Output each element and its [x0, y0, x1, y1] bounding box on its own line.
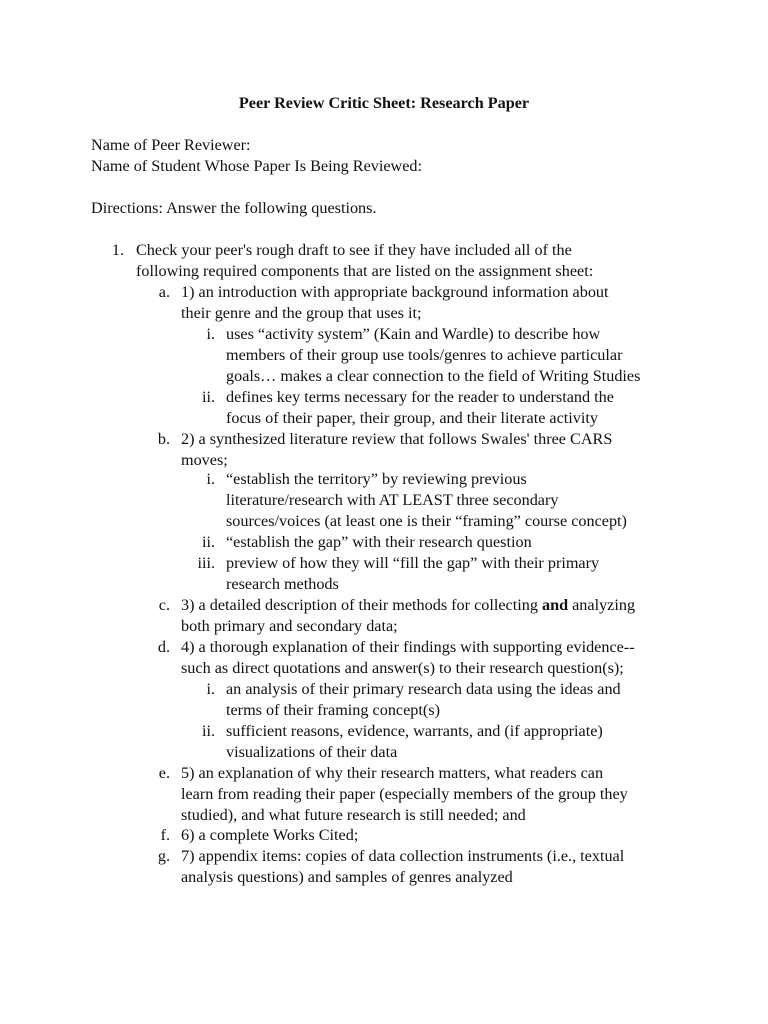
page-title: Peer Review Critic Sheet: Research Paper: [238, 94, 530, 112]
sub-list-item-text: sufficient reasons, evidence, warrants, and (if appropriate): [226, 722, 603, 740]
sub-list-item-text: “establish the gap” with their research question: [226, 533, 532, 551]
sub-list-item-text: defines key terms necessary for the reader to understand the: [226, 388, 614, 406]
question-1-line: Check your peer's rough draft to see if they have included all of the: [136, 241, 572, 259]
list-item-text: 4) a thorough explanation of their findings with supporting evidence--: [181, 638, 635, 656]
list-item-text: 1) an introduction with appropriate background information about: [181, 283, 609, 301]
sub-list-item-text: uses “activity system” (Kain and Wardle) to describe how: [226, 325, 601, 343]
list-item-text-segment: analyzing: [568, 596, 636, 614]
question-number: 1.: [111, 241, 124, 259]
list-item-text: analysis questions) and samples of genres analyzed: [181, 868, 513, 886]
sub-list-marker: i.: [206, 325, 215, 343]
list-item-text: learn from reading their paper (especially members of the group they: [181, 785, 628, 803]
student-name-label: Name of Student Whose Paper Is Being Reviewed:: [91, 157, 423, 175]
sub-list-marker: iii.: [197, 554, 215, 572]
list-item-text-segment: 3) a detailed description of their methods for collecting: [181, 596, 542, 614]
sub-list-marker: ii.: [201, 533, 215, 551]
list-marker: e.: [158, 764, 170, 782]
sub-list-item-text: sources/voices (at least one is their “framing” course concept): [226, 512, 627, 530]
list-item-text: such as direct quotations and answer(s) to their research question(s);: [181, 659, 624, 677]
list-item-text: 6) a complete Works Cited;: [181, 826, 359, 844]
sub-list-marker: ii.: [201, 388, 215, 406]
list-marker: b.: [157, 430, 170, 448]
sub-list-item-text: an analysis of their primary research data using the ideas and: [226, 680, 621, 698]
sub-list-marker: i.: [206, 470, 215, 488]
list-marker: f.: [160, 826, 170, 844]
question-1-line: following required components that are listed on the assignment sheet:: [136, 262, 594, 280]
bold-emphasis: and: [541, 596, 569, 614]
list-item-text: their genre and the group that uses it;: [181, 304, 422, 322]
sub-list-item-text: focus of their paper, their group, and their literate activity: [226, 409, 598, 427]
directions-text: Directions: Answer the following questions.: [91, 199, 377, 217]
sub-list-item-text: preview of how they will “fill the gap” with their primary: [226, 554, 600, 572]
list-item-text: moves;: [181, 451, 228, 469]
sub-list-item-text: literature/research with AT LEAST three secondary: [226, 491, 559, 509]
list-item-text: both primary and secondary data;: [181, 617, 398, 635]
list-marker: g.: [157, 847, 170, 865]
sub-list-item-text: members of their group use tools/genres to achieve particular: [226, 346, 623, 364]
sub-list-item-text: “establish the territory” by reviewing previous: [226, 470, 527, 488]
list-item-text: [181, 596, 635, 615]
sub-list-marker: ii.: [201, 722, 215, 740]
list-item-text: 5) an explanation of why their research matters, what readers can: [181, 764, 604, 782]
reviewer-name-label: Name of Peer Reviewer:: [91, 136, 251, 154]
list-item-text: 7) appendix items: copies of data collection instruments (i.e., textual: [181, 847, 625, 865]
sub-list-marker: i.: [206, 680, 215, 698]
sub-list-item-text: goals… makes a clear connection to the field of Writing Studies: [226, 367, 641, 385]
list-marker: d.: [157, 638, 170, 656]
list-marker: a.: [158, 283, 170, 301]
sub-list-item-text: research methods: [226, 575, 339, 593]
list-item-text: studied), and what future research is still needed; and: [181, 806, 526, 824]
list-item-text: 2) a synthesized literature review that follows Swales' three CARS: [181, 430, 613, 448]
sub-list-item-text: terms of their framing concept(s): [226, 701, 440, 719]
sub-list-item-text: visualizations of their data: [226, 743, 398, 761]
list-marker: c.: [158, 596, 170, 614]
